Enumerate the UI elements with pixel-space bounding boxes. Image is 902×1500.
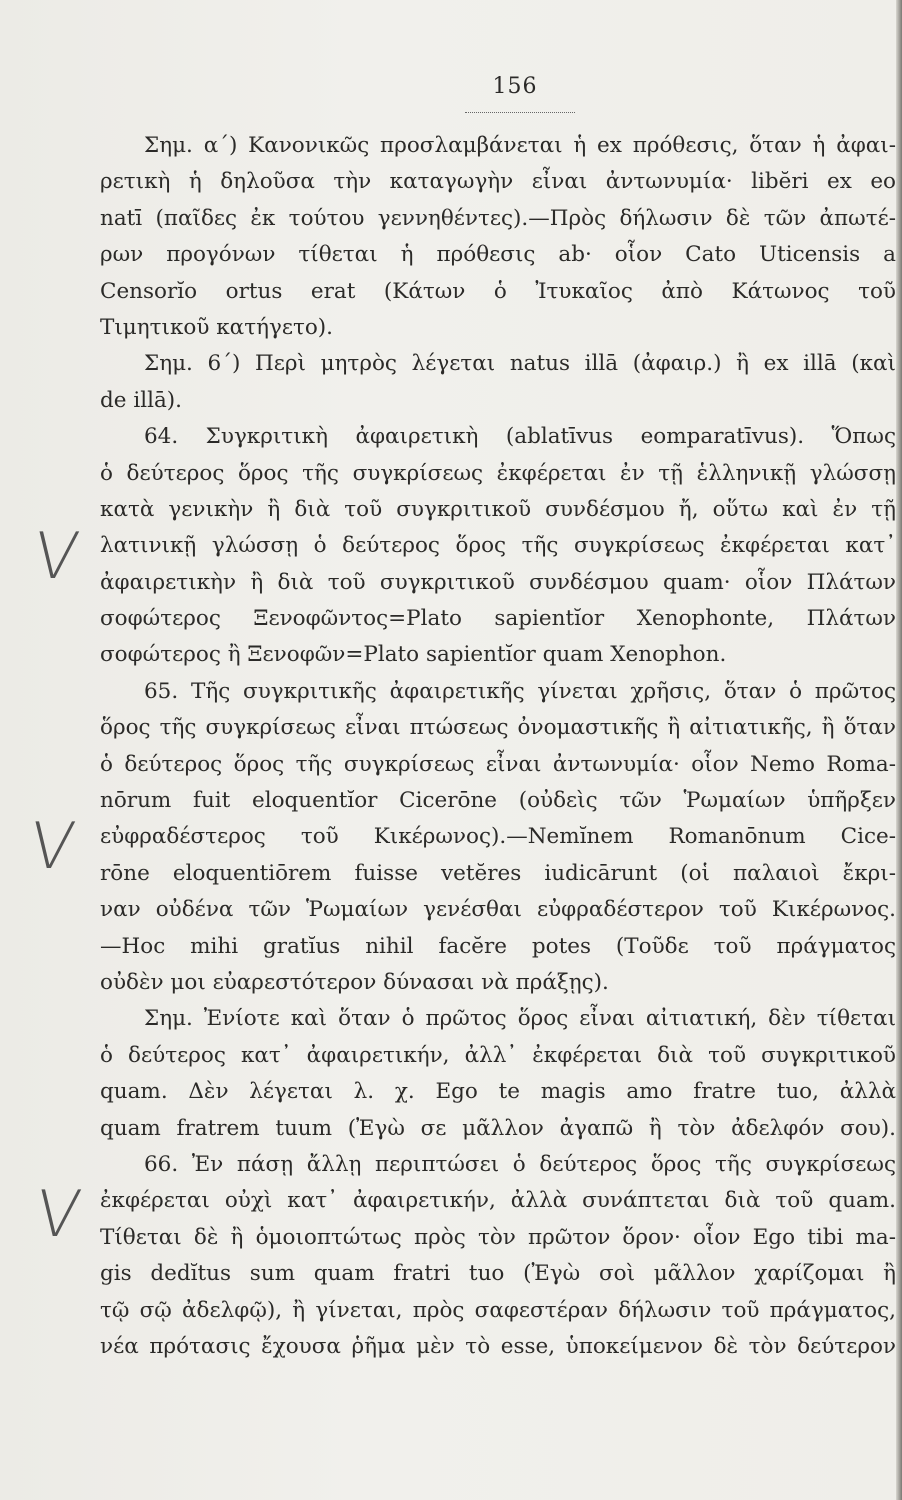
text-line: σοφώτερος ἢ Ξενοφῶν=Plato sapientĭor quam Xenophon.	[100, 642, 727, 668]
text-line: Σημ. 6΄) Περὶ μητρὸς λέγεται natus illā (ἀφαιρ.) ἢ ex illā (καὶ	[144, 351, 896, 377]
text-line: de illā).	[100, 387, 182, 413]
text-line: ἀφαιρετικὴν ἢ διὰ τοῦ συγκριτικοῦ συνδέσμου quam· οἷον Πλάτων	[100, 569, 896, 595]
margin-checkmark: V	[30, 1178, 85, 1252]
section-heading-64: 64. Συγκριτικὴ ἀφαιρετικὴ (ablatīvus eomparatīvus). Ὅπως	[144, 424, 896, 450]
text-line: ὁ δεύτερος κατ᾽ ἀφαιρετικήν, ἀλλ᾽ ἐκφέρεται διὰ τοῦ συγκριτικοῦ	[100, 1042, 896, 1068]
page-edge	[896, 0, 902, 1500]
page-text	[100, 128, 896, 1365]
page-number: 156	[492, 74, 538, 99]
text-line: rōne eloquentiōrem fuisse vetĕres iudicārunt (οἱ παλαιοὶ ἔκρι-	[100, 860, 896, 886]
section-heading-65: 65. Τῆς συγκριτικῆς ἀφαιρετικῆς γίνεται χρῆσις, ὅταν ὁ πρῶτος	[144, 678, 896, 704]
text-line: ἐκφέρεται οὐχὶ κατ᾽ ἀφαιρετικήν, ἀλλὰ συνάπτεται διὰ τοῦ quam.	[100, 1188, 896, 1214]
text-line: quam. Δὲν λέγεται λ. χ. Ego te magis amo fratre tuo, ἀλλὰ	[100, 1079, 896, 1105]
margin-checkmark: V	[24, 810, 79, 884]
text-line: ὁ δεύτερος ὅρος τῆς συγκρίσεως εἶναι ἀντωνυμία· οἷον Nemo Roma-	[100, 751, 896, 777]
text-line: ρετικὴ ἡ δηλοῦσα τὴν καταγωγὴν εἶναι ἀντωνυμία· libĕri ex eo	[100, 169, 896, 195]
text-line: νέα πρότασις ἔχουσα ῥῆμα μὲν τὸ esse, ὑποκείμενον δὲ τὸν δεύτερον	[100, 1333, 896, 1359]
text-line: ναν οὐδένα τῶν Ῥωμαίων γενέσθαι εὐφραδέστερον τοῦ Κικέρωνος.	[100, 897, 896, 923]
text-line: εὐφραδέστερος τοῦ Κικέρωνος).—Nemĭnem Romanōnum Cice-	[100, 824, 896, 850]
text-line: τῷ σῷ ἀδελφῷ), ἢ γίνεται, πρὸς σαφεστέραν δήλωσιν τοῦ πράγματος,	[100, 1297, 896, 1323]
text-line: λατινικῇ γλώσσῃ ὁ δεύτερος ὅρος τῆς συγκρίσεως ἐκφέρεται κατ᾽	[100, 533, 896, 559]
text-line: gis dedĭtus sum quam fratri tuo (Ἐγὼ σοὶ μᾶλλον χαρίζομαι ἢ	[100, 1261, 896, 1287]
text-line: ὁ δεύτερος ὅρος τῆς συγκρίσεως ἐκφέρεται ἐν τῇ ἑλληνικῇ γλώσσῃ	[100, 460, 896, 486]
text-line: natī (παῖδες ἐκ τούτου γεννηθέντες).—Πρὸς δήλωσιν δὲ τῶν ἀπωτέ-	[100, 205, 896, 231]
text-line: Σημ. α΄) Κανονικῶς προσλαμβάνεται ἡ ex πρόθεσις, ὅταν ἡ ἀφαι-	[144, 133, 896, 158]
header-rule	[465, 112, 575, 113]
text-line: ὅρος τῆς συγκρίσεως εἶναι πτώσεως ὀνομαστικῆς ἢ αἰτιατικῆς, ἢ ὅταν	[100, 715, 896, 741]
text-line: Τιμητικοῦ κατήγετο).	[100, 314, 334, 340]
text-line: σοφώτερος Ξενοφῶντος=Plato sapientĭor Xenophonte, Πλάτων	[100, 606, 896, 632]
text-line: nōrum fuit eloquentĭor Cicerōne (οὐδεὶς τῶν Ῥωμαίων ὑπῆρξεν	[100, 788, 896, 814]
text-line: Censorĭo ortus erat (Κάτων ὁ Ἰτυκαῖος ἀπὸ Κάτωνος τοῦ	[100, 278, 896, 304]
text-line: —Hoc mihi gratĭus nihil facĕre potes (Τοῦδε τοῦ πράγματος	[100, 933, 896, 959]
margin-checkmark: V	[28, 520, 83, 594]
section-heading-66: 66. Ἐν πάσῃ ἄλλῃ περιπτώσει ὁ δεύτερος ὅρος τῆς συγκρίσεως	[144, 1151, 896, 1177]
text-line: ρων προγόνων τίθεται ἡ πρόθεσις ab· οἷον Cato Uticensis a	[100, 242, 896, 268]
text-line: Σημ. Ἐνίοτε καὶ ὅταν ὁ πρῶτος ὅρος εἶναι αἰτιατική, δὲν τίθεται	[144, 1006, 896, 1032]
text-line: Τίθεται δὲ ἢ ὁμοιοπτώτως πρὸς τὸν πρῶτον ὅρον· οἷον Ego tibi ma-	[100, 1224, 896, 1250]
text-line: κατὰ γενικὴν ἢ διὰ τοῦ συγκριτικοῦ συνδέσμου ἤ, οὕτω καὶ ἐν τῇ	[100, 496, 896, 522]
text-line: quam fratrem tuum (Ἐγὼ σε μᾶλλον ἀγαπῶ ἢ τὸν ἀδελφόν σου).	[100, 1115, 896, 1141]
text-line: οὐδὲν μοι εὐαρεστότερον δύνασαι νὰ πράξῃς).	[100, 969, 609, 995]
